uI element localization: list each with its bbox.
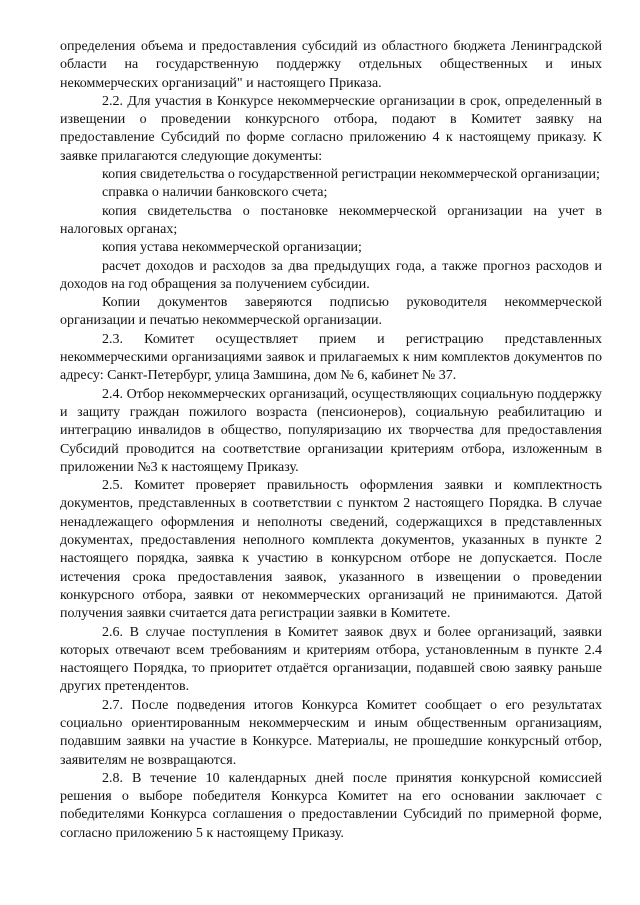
paragraph-2-5: 2.5. Комитет проверяет правильность оформления заявки и комплектность документов, представленных в соответствии с пунктом 2 настоящего Порядка. В случае ненадлежащего оформления и неполноты сведений, содержащихся в представленных документах, предоставления неполного комплекта документов, указанных в пункте 2 настоящего порядка, заявка к участию в конкурсном отборе не допускается. После истечения срока предоставления заявок, указанного в извещении о проведении конкурсного отбора, заявки от некоммерческих организаций не принимаются. Датой получения заявки считается дата регистрации заявки в Комитете. [60,478,602,622]
document-page [60,38,602,843]
paragraph-2-2: 2.2. Для участия в Конкурсе некоммерческие организации в срок, определенный в извещении о проведении конкурсного отбора, подают в Комитет заявку на предоставление Субсидий по форме согласно приложению 4 к настоящему приказу. К заявке прилагаются следующие документы: [60,93,602,164]
list-item-income-expense: расчет доходов и расходов за два предыдущих года, а также прогноз расходов и доходов на год обращения за получением субсидии. [60,258,602,292]
paragraph-2-8: 2.8. В течение 10 календарных дней после принятия конкурсной комиссией решения о выборе победителя Конкурса Комитет на его основании заключает с победителями Конкурса соглашения о предоставлении Субсидий по примерной форме, согласно приложению 5 к настоящему Приказу. [60,770,602,841]
paragraph-intro-continuation: определения объема и предоставления субсидий из областного бюджета Ленинградской области на государственную поддержку отдельных общественных и иных некоммерческих организаций" и настоящего Приказа. [60,39,602,91]
list-item-charter: копия устава некоммерческой организации; [102,240,362,256]
list-item-bank-account: справка о наличии банковского счета; [102,185,328,201]
paragraph-2-3: 2.3. Комитет осуществляет прием и регистрацию представленных некоммерческими организациями заявок и прилагаемых к ним комплектов документов по адресу: Санкт-Петербург, улица Замшина, дом № 6, кабинет № 37. [60,331,602,384]
list-item-registration-certificate: копия свидетельства о государственной регистрации некоммерческой организации; [102,167,600,183]
paragraph-2-7: 2.7. После подведения итогов Конкурса Комитет сообщает о его результатах социально ориентированным некоммерческим и иным общественным организациям, подавшим заявки на участие в Конкурсе. Материалы, не прошедшие конкурсный отбор, заявителям не возвращаются. [60,697,602,768]
paragraph-2-4: 2.4. Отбор некоммерческих организаций, осуществляющих социальную поддержку и защиту граждан пожилого возраста (пенсионеров), социальную реабилитацию и интеграцию инвалидов в общество, популяризацию их творчества для предоставления Субсидий проводится на соответствие организации критериям отбора, изложенным в приложении №3 к настоящему Приказу. [60,386,602,475]
paragraph-2-6: 2.6. В случае поступления в Комитет заявок двух и более организаций, заявки которых отвечают всем требованиям и критериям отбора, установленным в пункте 2.4 настоящего Порядка, то приоритет отдаётся организации, подавшей свою заявку раньше других претендентов. [60,624,602,695]
paragraph-copies-certification: Копии документов заверяются подписью руководителя некоммерческой организации и печатью некоммерческой организации. [60,295,602,329]
list-item-tax-registration: копия свидетельства о постановке некоммерческой организации на учет в налоговых органах; [60,203,602,237]
